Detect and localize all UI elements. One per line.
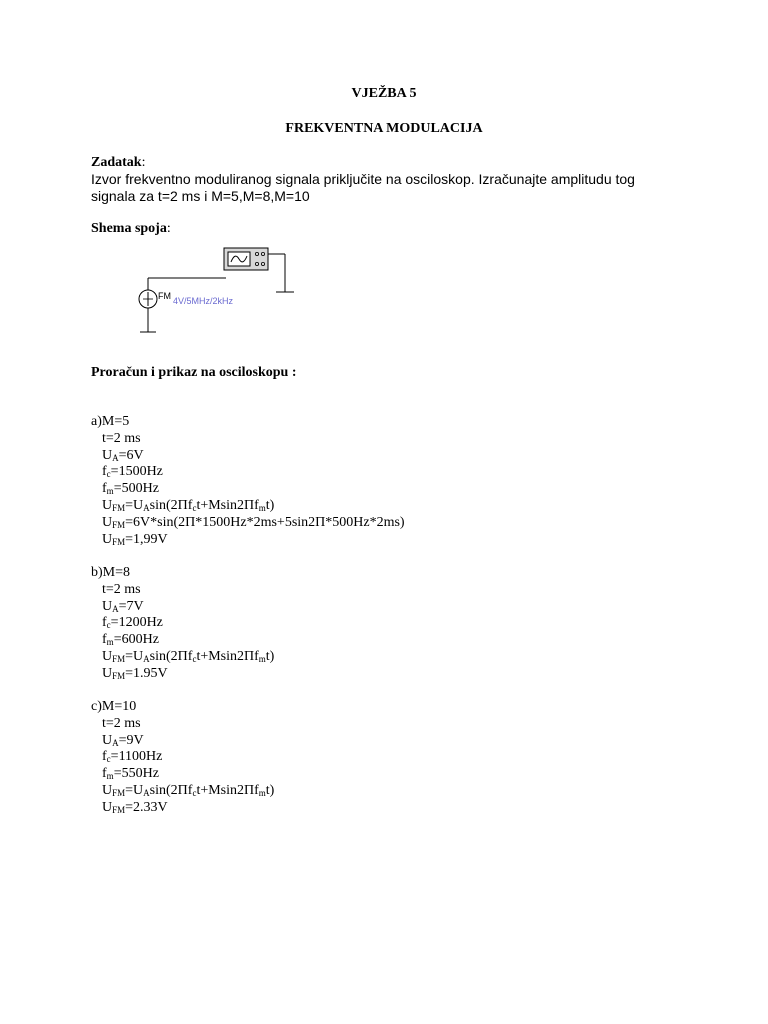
formula-text: f — [102, 464, 107, 480]
subscript: A — [143, 653, 150, 664]
formula-text: U — [102, 799, 113, 815]
formula-text: U — [102, 648, 113, 664]
case-a-formula — [91, 498, 405, 515]
subscript: m — [258, 502, 266, 513]
formula-text: =500Hz — [113, 481, 159, 497]
subscript: c — [192, 502, 197, 513]
formula-text: =U — [125, 497, 144, 513]
subscript: m — [258, 787, 266, 798]
subscript: A — [143, 787, 150, 798]
case-c-result — [91, 800, 274, 817]
formula-text: =U — [125, 782, 144, 798]
formula-text: =550Hz — [113, 766, 159, 782]
case-a-modulating — [91, 481, 405, 498]
case-c-head: c)M=10 — [91, 699, 137, 714]
calculation-heading: Proračun i prikaz na osciloskopu : — [91, 365, 297, 380]
formula-text: =9V — [118, 732, 144, 748]
subscript: m — [106, 637, 114, 648]
formula-text: t) — [265, 782, 275, 798]
formula-text: f — [102, 749, 107, 765]
subscript: m — [106, 771, 114, 782]
schema-colon: : — [166, 221, 171, 236]
formula-text: f — [102, 632, 107, 648]
formula-text: sin(2Πf — [149, 782, 193, 798]
formula-text: U — [102, 598, 113, 614]
case-b-time: t=2 ms — [102, 581, 141, 597]
case-a-substitution — [91, 515, 405, 532]
subscript: FM — [112, 536, 126, 547]
schema-heading: Shema spoja — [91, 221, 167, 236]
formula-text: U — [102, 732, 113, 748]
subscript: c — [106, 469, 111, 480]
task-line-2: signala za t=2 ms i M=5,M=8,M=10 — [91, 188, 310, 204]
task-heading: Zadatak — [91, 155, 142, 170]
subscript: FM — [112, 519, 126, 530]
page-title: VJEŽBA 5 — [351, 86, 417, 101]
formula-text: =6V*sin(2Π*1500Hz*2ms+5sin2Π*500Hz*2ms) — [125, 514, 405, 530]
subscript: FM — [112, 670, 126, 681]
formula-text: =1200Hz — [110, 615, 163, 631]
case-a — [91, 414, 405, 548]
formula-text: U — [102, 447, 113, 463]
formula-text: t) — [265, 497, 275, 513]
formula-text: U — [102, 497, 113, 513]
task-colon: : — [141, 155, 146, 170]
formula-text: U — [102, 514, 113, 530]
case-a-head: a)M=5 — [91, 414, 130, 429]
subscript: A — [112, 737, 119, 748]
formula-text: =1.95V — [125, 665, 168, 681]
formula-text: t) — [265, 648, 275, 664]
case-b-formula — [91, 649, 274, 666]
page-subtitle: FREKVENTNA MODULACIJA — [285, 121, 483, 136]
task-line-1: Izvor frekventno moduliranog signala priključite na osciloskop. Izračunajte amplitudu tog — [91, 171, 635, 187]
subscript: A — [112, 452, 119, 463]
formula-text: =U — [125, 648, 144, 664]
formula-text: sin(2Πf — [149, 648, 193, 664]
task-section — [91, 153, 691, 205]
fm-source-icon — [139, 290, 234, 308]
formula-text: t+Msin2Πf — [196, 648, 259, 664]
case-b-modulating — [91, 632, 274, 649]
formula-text: =1500Hz — [110, 464, 163, 480]
formula-text: U — [102, 782, 113, 798]
subscript: A — [112, 603, 119, 614]
formula-text: =7V — [118, 598, 144, 614]
formula-text: t+Msin2Πf — [196, 782, 259, 798]
subscript: m — [106, 486, 114, 497]
subscript: m — [258, 653, 266, 664]
subscript: FM — [112, 502, 126, 513]
case-a-amplitude — [91, 448, 405, 465]
case-a-result — [91, 532, 405, 549]
fm-source-label: FM — [158, 291, 171, 301]
formula-text: =1100Hz — [110, 749, 163, 765]
subscript: FM — [112, 653, 126, 664]
case-a-carrier — [91, 464, 405, 481]
case-c-carrier — [91, 749, 274, 766]
circuit-diagram — [120, 240, 320, 340]
formula-text: =6V — [118, 447, 144, 463]
case-c-time: t=2 ms — [102, 715, 141, 731]
case-c-modulating — [91, 766, 274, 783]
formula-text: f — [102, 766, 107, 782]
formula-text: U — [102, 665, 113, 681]
formula-text: sin(2Πf — [149, 497, 193, 513]
subscript: c — [192, 787, 197, 798]
fm-source-params: 4V/5MHz/2kHz — [173, 296, 234, 306]
formula-text: =600Hz — [113, 632, 159, 648]
formula-text: =1,99V — [125, 531, 168, 547]
subscript: c — [106, 754, 111, 765]
subscript: A — [143, 502, 150, 513]
formula-text: =2.33V — [125, 799, 168, 815]
subscript: FM — [112, 787, 126, 798]
subscript: c — [106, 620, 111, 631]
case-b-carrier — [91, 615, 274, 632]
subscript: c — [192, 653, 197, 664]
case-c-formula — [91, 783, 274, 800]
formula-text: t+Msin2Πf — [196, 497, 259, 513]
schema-heading-block — [91, 221, 171, 237]
case-c-amplitude — [91, 733, 274, 750]
case-b — [91, 565, 274, 683]
case-b-result — [91, 666, 274, 683]
subscript: FM — [112, 804, 126, 815]
case-c — [91, 699, 274, 817]
formula-text: f — [102, 481, 107, 497]
case-b-head: b)M=8 — [91, 565, 131, 580]
case-b-amplitude — [91, 599, 274, 616]
case-a-time: t=2 ms — [102, 430, 141, 446]
oscilloscope-icon — [224, 248, 268, 270]
formula-text: f — [102, 615, 107, 631]
formula-text: U — [102, 531, 113, 547]
